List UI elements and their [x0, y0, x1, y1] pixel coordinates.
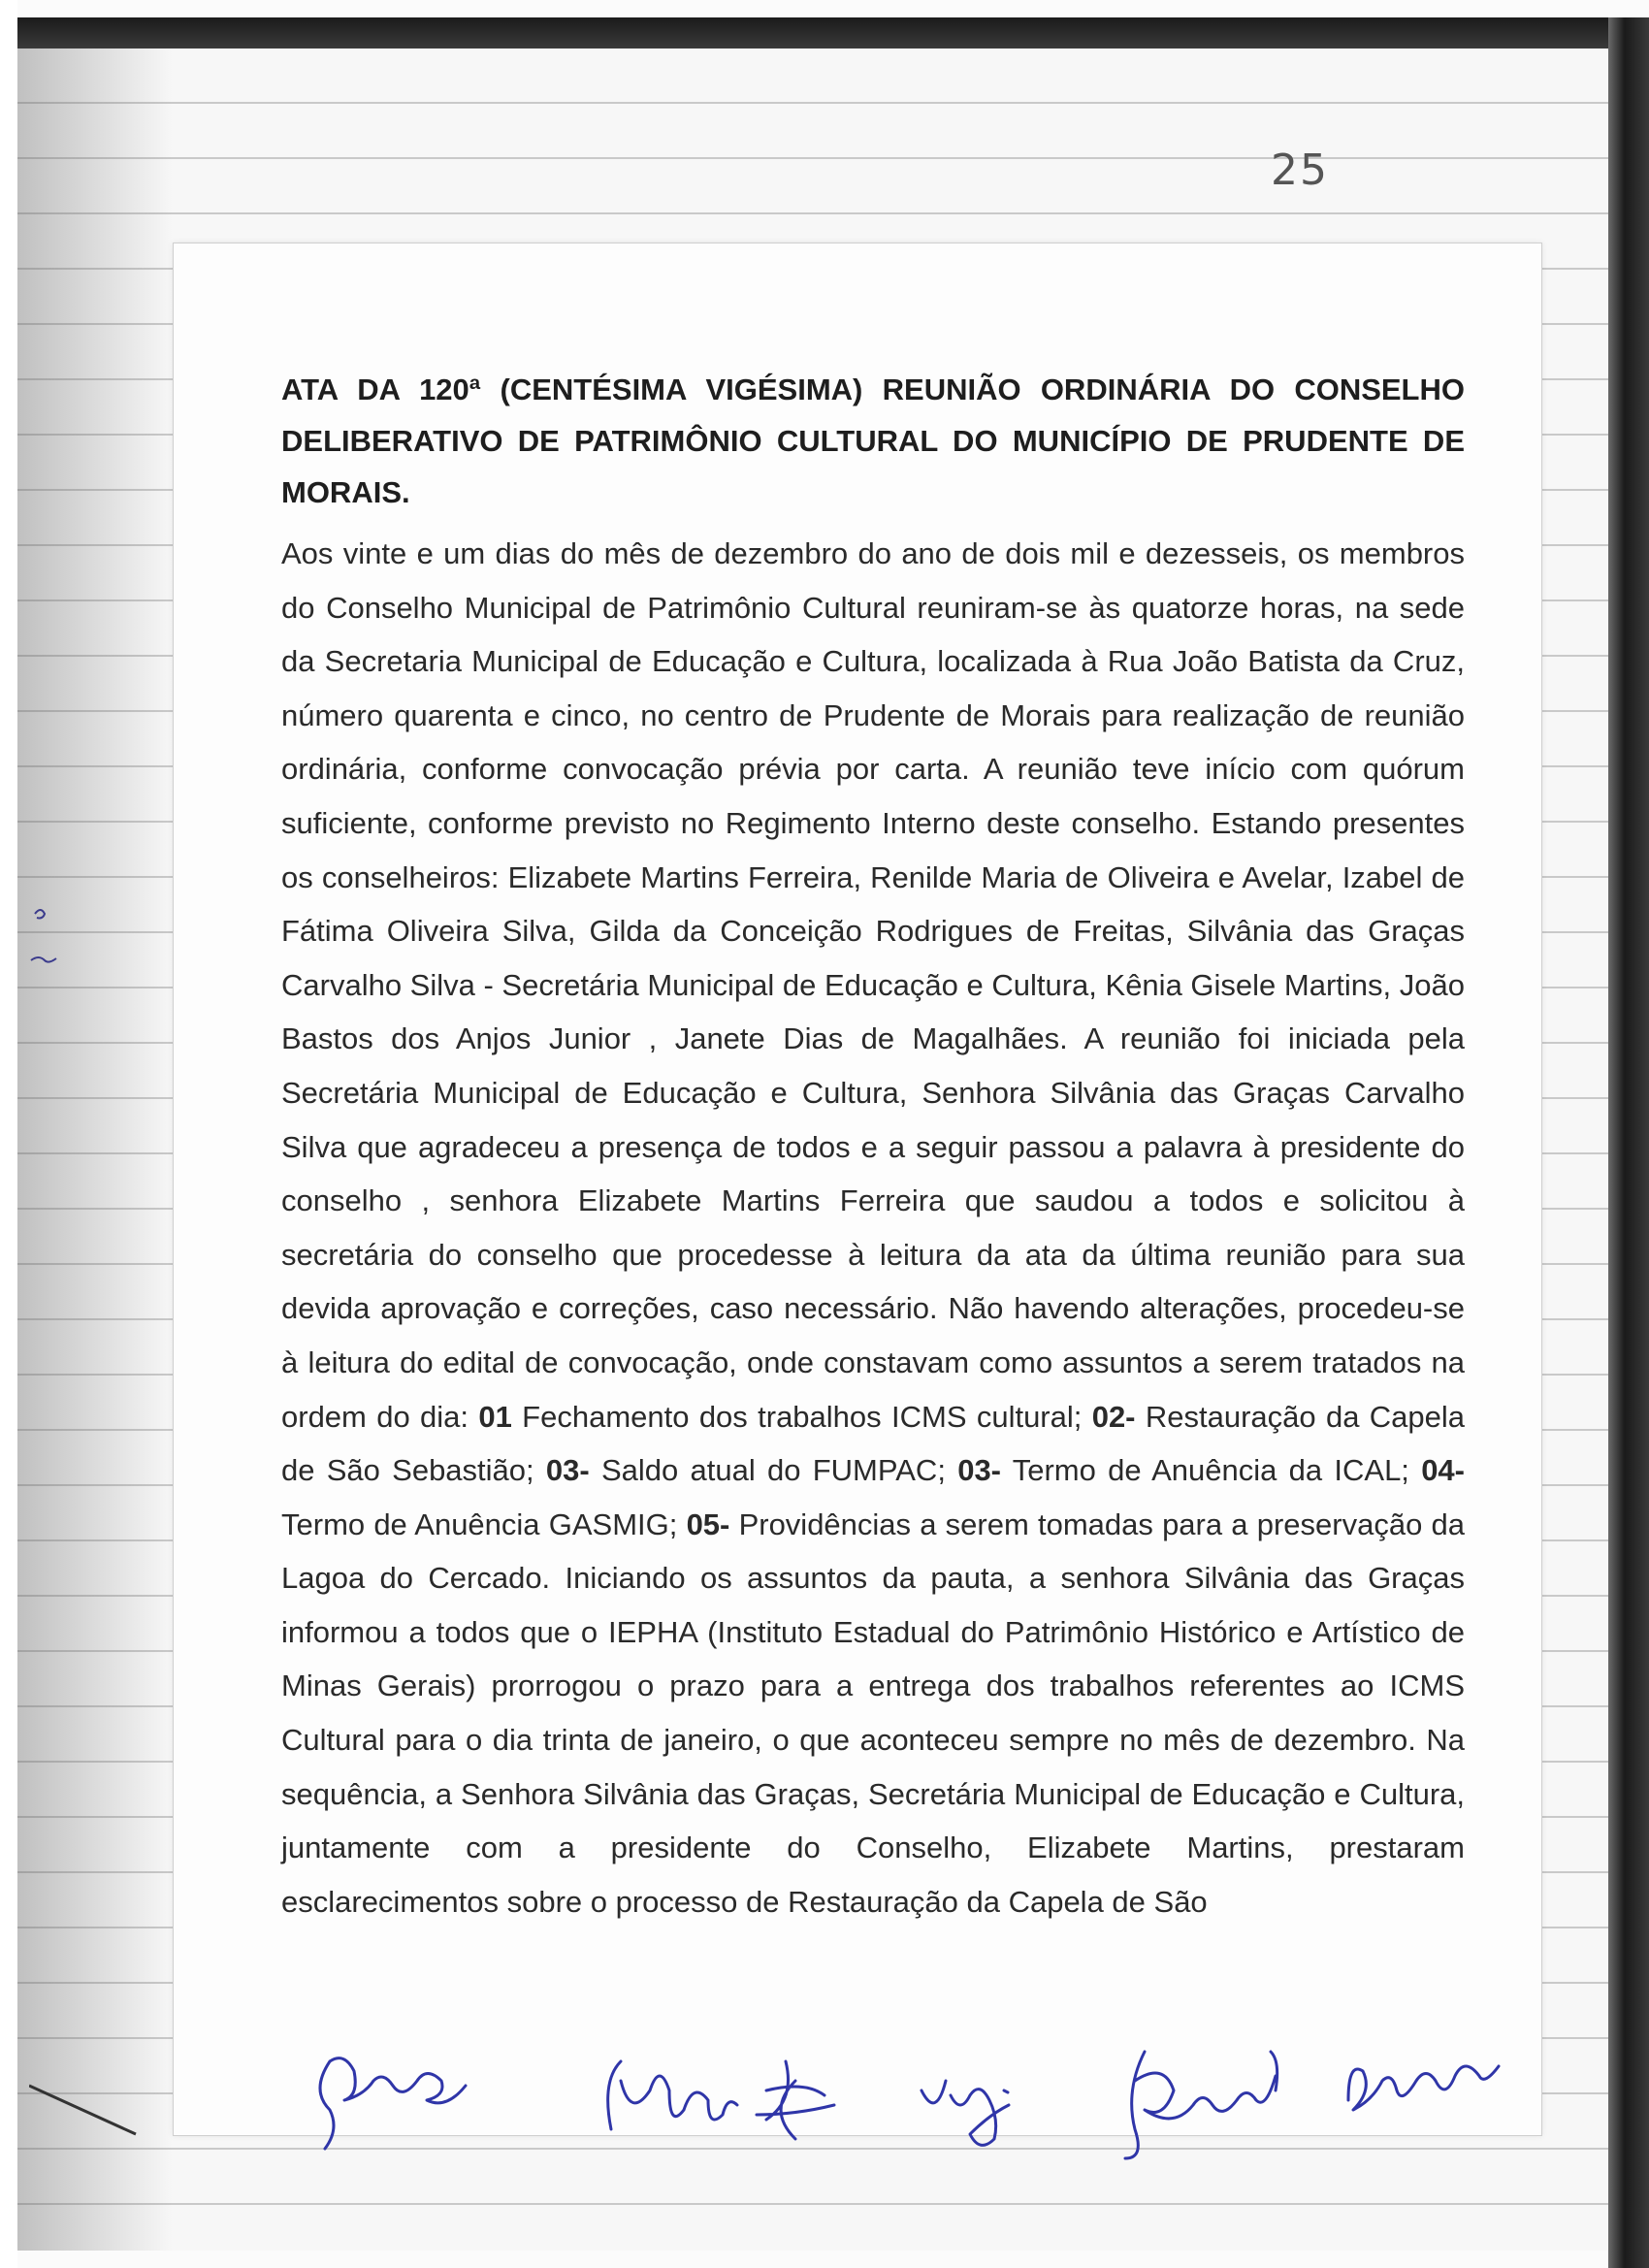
agenda-item-03a: Saldo atual do FUMPAC; — [589, 1453, 958, 1488]
page-number: 25 — [1271, 146, 1329, 195]
agenda-number-05: 05- — [686, 1507, 730, 1541]
agenda-item-03b: Termo de Anuência da ICAL; — [1001, 1453, 1422, 1488]
agenda-item-04: Termo de Anuência GASMIG; — [281, 1507, 687, 1541]
agenda-number-01: 01 — [478, 1399, 512, 1434]
margin-stroke-icon — [29, 2076, 146, 2154]
scanner-edge-right — [1608, 17, 1649, 2268]
body-paragraph-continuation: Providências a serem tomadas para a preservação da Lagoa do Cercado. Iniciando os assuntos da pauta, a senhora Silvânia das Graças informou a todos que o IEPHA (Instituto Estadual do Patrimônio Histórico e Artístico de Minas Gerais) prorrogou o prazo para a entrega dos trabalhos referentes ao ICMS Cultural para o dia trinta de janeiro, o que aconteceu sempre no mês de dezembro. Na sequência, a Senhora Silvânia das Graças, Secretária Municipal de Educação e Cultura, juntamente com a presidente do Conselho, Elizabete Martins, prestaram esclarecimentos sobre o processo de Restauração da Capela de São — [281, 1507, 1465, 1919]
signatures-row — [291, 2023, 1504, 2168]
page-shadow — [17, 49, 173, 2251]
agenda-item-02: Restauração da Capela de São Sebastião; — [281, 1399, 1466, 1488]
signature-2-icon — [608, 2061, 737, 2129]
signature-4-icon — [922, 2081, 1009, 2145]
agenda-number-02: 02- — [1091, 1399, 1136, 1434]
agenda-number-03a: 03- — [545, 1453, 590, 1488]
signature-6-icon — [1348, 2066, 1499, 2110]
body-paragraph-opening: Aos vinte e um dias do mês de dezembro do ano de dois mil e dezesseis, os membros do Conselho Municipal de Patrimônio Cultural reuniram-se às quatorze horas, na sede da Secretaria Municipal de Educação e Cultura, localizada à Rua João Batista da Cruz, número quarenta e cinco, no centro de Prudente de Morais para realização de reunião ordinária, conforme convocação prévia por carta. A reunião teve início com quórum suficiente, conforme previsto no Regimento Interno deste conselho. Estando presentes os conselheiros: Elizabete Martins Ferreira, Renilde Maria de Oliveira e Avelar, Izabel de Fátima Oliveira Silva, Gilda da Conceição Rodrigues de Freitas, Silvânia das Graças Carvalho Silva - Secretária Municipal de Educação e Cultura, Kênia Gisele Martins, João Bastos dos Anjos Junior , Janete Dias de Magalhães. A reunião foi iniciada pela Secretária Municipal de Educação e Cultura, Senhora Silvânia das Graças Carvalho Silva que agradeceu a presença de todos e a seguir passou a palavra à presidente do conselho , senhora Elizabete Martins Ferreira que saudou a todos e solicitou à secretária do conselho que procedesse à leitura da ata da última reunião para sua devida aprovação e correções, caso necessário. Não havendo alterações, procedeu-se à leitura do edital de convocação, onde constavam como assuntos a serem tratados na ordem do dia: — [281, 536, 1465, 1434]
signature-3-icon — [757, 2061, 834, 2139]
margin-mark-icon — [27, 902, 66, 980]
document-title: ATA DA 120ª (CENTÉSIMA VIGÉSIMA) REUNIÃO ORDINÁRIA DO CONSELHO DELIBERATIVO DE PATRIMÔNIO CULTURAL DO MUNICÍPIO DE PRUDENTE DE MORAIS. — [281, 373, 1465, 509]
minutes-body — [281, 527, 1465, 1928]
agenda-number-04: 04- — [1421, 1453, 1465, 1488]
scanner-margin-left — [0, 0, 17, 2268]
scanner-edge-top — [17, 17, 1633, 49]
agenda-number-03b: 03- — [957, 1453, 1002, 1488]
agenda-item-01: Fechamento dos trabalhos ICMS cultural; — [511, 1399, 1092, 1434]
signature-5-icon — [1125, 2052, 1277, 2158]
signature-1-icon — [320, 2058, 466, 2149]
